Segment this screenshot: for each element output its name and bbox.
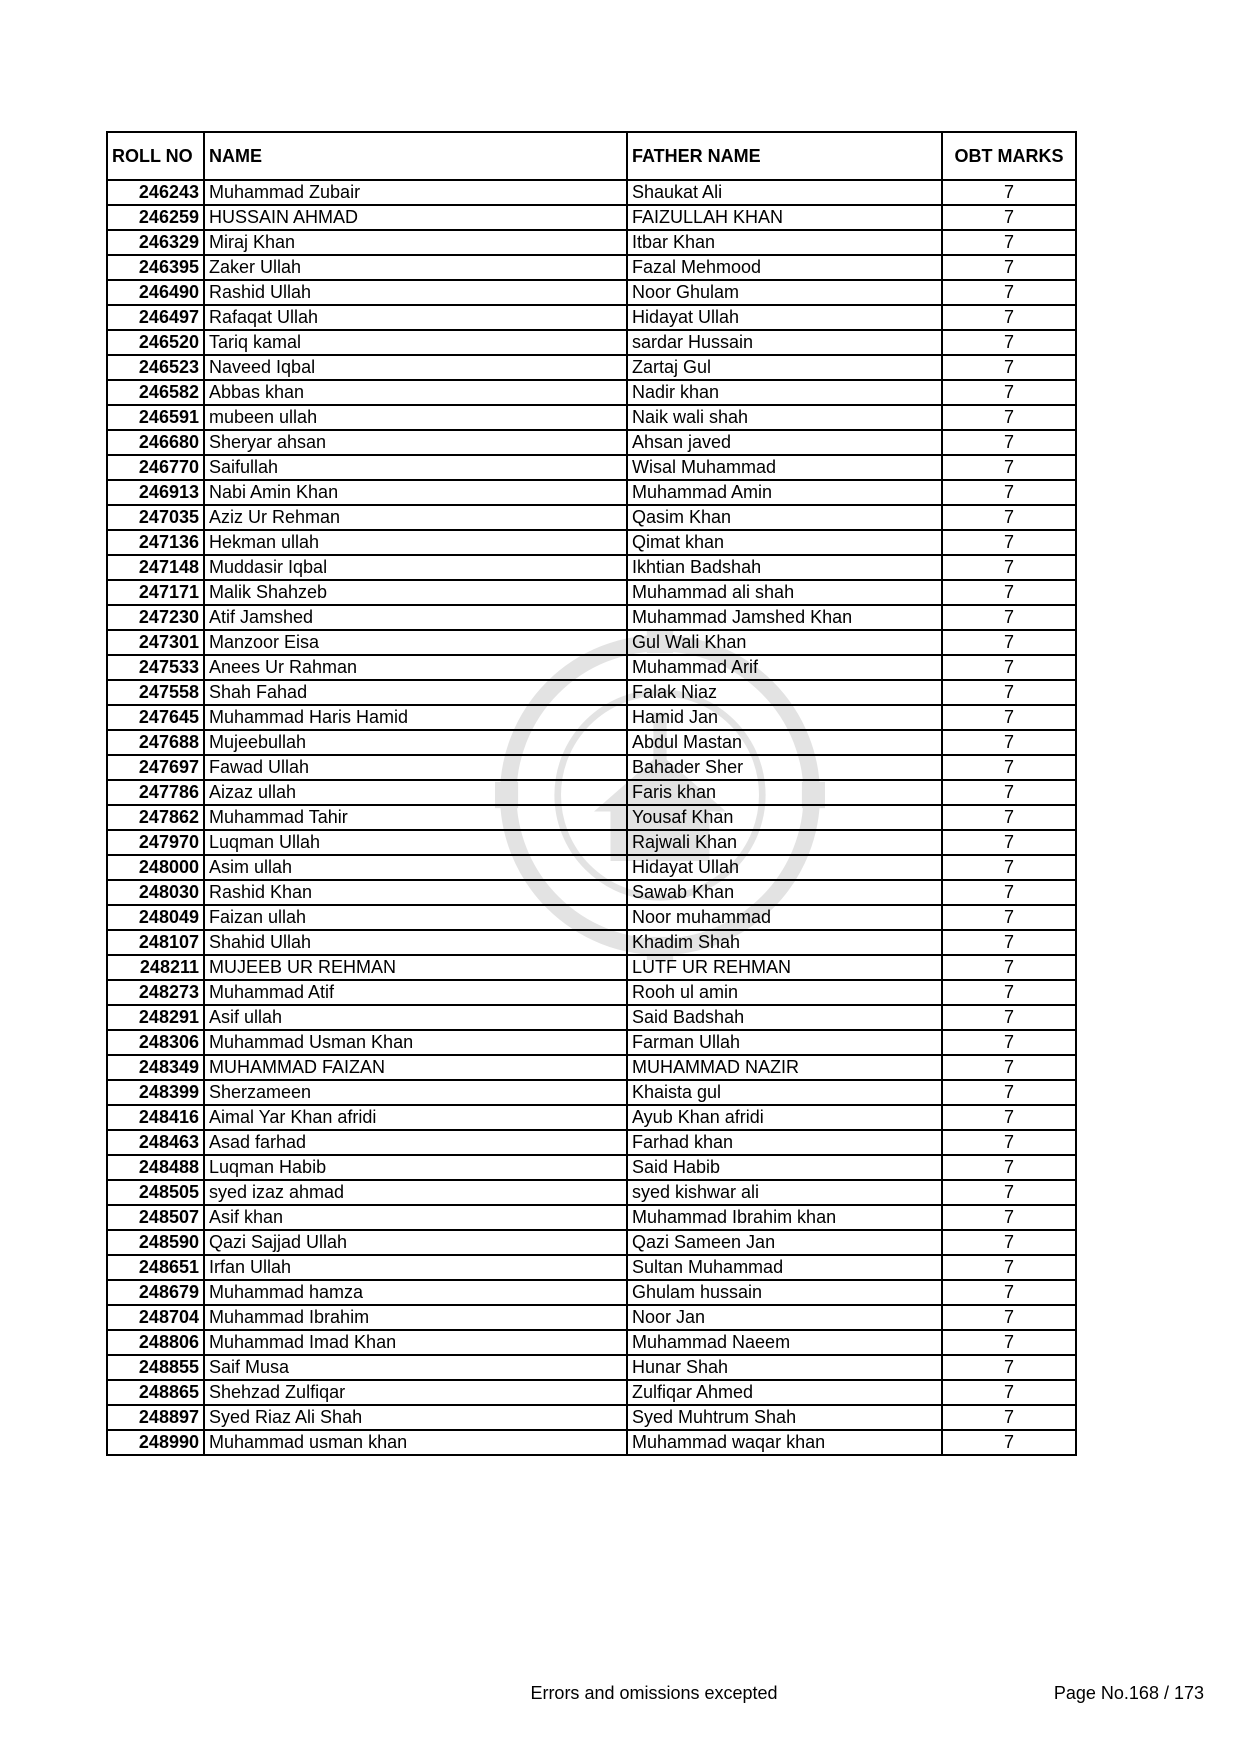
father-name-cell: Muhammad Arif [627,655,942,680]
father-name-cell: Rajwali Khan [627,830,942,855]
obt-marks-cell: 7 [942,605,1076,630]
name-cell: Faizan ullah [204,905,627,930]
roll-no-cell: 248416 [107,1105,204,1130]
father-name-cell: Rooh ul amin [627,980,942,1005]
father-name-cell: Bahader Sher [627,755,942,780]
name-cell: Aizaz ullah [204,780,627,805]
name-cell: Manzoor Eisa [204,630,627,655]
table-row [107,605,1076,630]
roll-no-cell: 247697 [107,755,204,780]
obt-marks-cell: 7 [942,755,1076,780]
name-cell: Miraj Khan [204,230,627,255]
header-name: NAME [204,132,627,180]
roll-no-cell: 247301 [107,630,204,655]
roll-no-cell: 248590 [107,1230,204,1255]
obt-marks-cell: 7 [942,1180,1076,1205]
name-cell: Malik Shahzeb [204,580,627,605]
roll-no-cell: 248306 [107,1030,204,1055]
table-row [107,1130,1076,1155]
obt-marks-cell: 7 [942,280,1076,305]
roll-no-cell: 248651 [107,1255,204,1280]
table-header-row [107,132,1076,180]
name-cell: Muhammad Zubair [204,180,627,205]
father-name-cell: Sawab Khan [627,880,942,905]
father-name-cell: Wisal Muhammad [627,455,942,480]
roll-no-cell: 246591 [107,405,204,430]
name-cell: HUSSAIN AHMAD [204,205,627,230]
obt-marks-cell: 7 [942,455,1076,480]
name-cell: Shahid Ullah [204,930,627,955]
father-name-cell: Hidayat Ullah [627,855,942,880]
obt-marks-cell: 7 [942,1430,1076,1455]
table-row [107,830,1076,855]
father-name-cell: Farman Ullah [627,1030,942,1055]
father-name-cell: Shaukat Ali [627,180,942,205]
obt-marks-cell: 7 [942,1130,1076,1155]
table-row [107,1330,1076,1355]
roll-no-cell: 247970 [107,830,204,855]
table-row [107,880,1076,905]
table-row [107,305,1076,330]
father-name-cell: Farhad khan [627,1130,942,1155]
obt-marks-cell: 7 [942,1230,1076,1255]
father-name-cell: Falak Niaz [627,680,942,705]
name-cell: Naveed Iqbal [204,355,627,380]
roll-no-cell: 248897 [107,1405,204,1430]
obt-marks-cell: 7 [942,1055,1076,1080]
name-cell: Anees Ur Rahman [204,655,627,680]
obt-marks-cell: 7 [942,505,1076,530]
table-row [107,630,1076,655]
roll-no-cell: 246497 [107,305,204,330]
obt-marks-cell: 7 [942,1405,1076,1430]
table-row [107,1205,1076,1230]
header-father-name: FATHER NAME [627,132,942,180]
obt-marks-cell: 7 [942,905,1076,930]
obt-marks-cell: 7 [942,205,1076,230]
name-cell: Rashid Khan [204,880,627,905]
obt-marks-cell: 7 [942,955,1076,980]
roll-no-cell: 246395 [107,255,204,280]
father-name-cell: Noor Jan [627,1305,942,1330]
name-cell: Saif Musa [204,1355,627,1380]
table-row [107,1180,1076,1205]
name-cell: Rashid Ullah [204,280,627,305]
father-name-cell: FAIZULLAH KHAN [627,205,942,230]
roll-no-cell: 248399 [107,1080,204,1105]
obt-marks-cell: 7 [942,430,1076,455]
table-row [107,955,1076,980]
table-row [107,1030,1076,1055]
header-roll-no: ROLL NO [107,132,204,180]
name-cell: mubeen ullah [204,405,627,430]
results-table [106,131,1077,1456]
name-cell: Fawad Ullah [204,755,627,780]
footer-note: Errors and omissions excepted [530,1683,778,1703]
father-name-cell: Ahsan javed [627,430,942,455]
name-cell: Luqman Habib [204,1155,627,1180]
roll-no-cell: 248865 [107,1380,204,1405]
roll-no-cell: 246680 [107,430,204,455]
table-row [107,230,1076,255]
header-obt-marks: OBT MARKS [942,132,1076,180]
table-row [107,1355,1076,1380]
roll-no-cell: 247862 [107,805,204,830]
name-cell: Muhammad Imad Khan [204,1330,627,1355]
roll-no-cell: 247533 [107,655,204,680]
obt-marks-cell: 7 [942,555,1076,580]
father-name-cell: Qasim Khan [627,505,942,530]
roll-no-cell: 247136 [107,530,204,555]
obt-marks-cell: 7 [942,1280,1076,1305]
roll-no-cell: 246259 [107,205,204,230]
father-name-cell: Syed Muhtrum Shah [627,1405,942,1430]
table-row [107,430,1076,455]
father-name-cell: Hidayat Ullah [627,305,942,330]
table-row [107,255,1076,280]
name-cell: Zaker Ullah [204,255,627,280]
table-row [107,1105,1076,1130]
father-name-cell: Noor muhammad [627,905,942,930]
roll-no-cell: 248505 [107,1180,204,1205]
obt-marks-cell: 7 [942,330,1076,355]
roll-no-cell: 248211 [107,955,204,980]
obt-marks-cell: 7 [942,655,1076,680]
table-row [107,1430,1076,1455]
obt-marks-cell: 7 [942,255,1076,280]
name-cell: Muhammad Tahir [204,805,627,830]
table-row [107,1280,1076,1305]
roll-no-cell: 248679 [107,1280,204,1305]
roll-no-cell: 247035 [107,505,204,530]
roll-no-cell: 248000 [107,855,204,880]
obt-marks-cell: 7 [942,230,1076,255]
table-row [107,655,1076,680]
father-name-cell: Zulfiqar Ahmed [627,1380,942,1405]
table-row [107,930,1076,955]
table-row [107,980,1076,1005]
father-name-cell: Muhammad Ibrahim khan [627,1205,942,1230]
roll-no-cell: 247171 [107,580,204,605]
name-cell: Shah Fahad [204,680,627,705]
father-name-cell: Muhammad Amin [627,480,942,505]
father-name-cell: Ghulam hussain [627,1280,942,1305]
table-row [107,905,1076,930]
roll-no-cell: 246582 [107,380,204,405]
table-row [107,855,1076,880]
obt-marks-cell: 7 [942,980,1076,1005]
obt-marks-cell: 7 [942,1080,1076,1105]
name-cell: Asad farhad [204,1130,627,1155]
obt-marks-cell: 7 [942,1205,1076,1230]
roll-no-cell: 248488 [107,1155,204,1180]
table-row [107,780,1076,805]
obt-marks-cell: 7 [942,930,1076,955]
obt-marks-cell: 7 [942,780,1076,805]
roll-no-cell: 246770 [107,455,204,480]
name-cell: Asif ullah [204,1005,627,1030]
obt-marks-cell: 7 [942,1105,1076,1130]
roll-no-cell: 248855 [107,1355,204,1380]
table-row [107,455,1076,480]
roll-no-cell: 247645 [107,705,204,730]
roll-no-cell: 248030 [107,880,204,905]
table-row [107,330,1076,355]
name-cell: Luqman Ullah [204,830,627,855]
obt-marks-cell: 7 [942,805,1076,830]
father-name-cell: Nadir khan [627,380,942,405]
father-name-cell: Muhammad ali shah [627,580,942,605]
obt-marks-cell: 7 [942,1005,1076,1030]
roll-no-cell: 246523 [107,355,204,380]
obt-marks-cell: 7 [942,1305,1076,1330]
father-name-cell: Zartaj Gul [627,355,942,380]
table-row [107,280,1076,305]
obt-marks-cell: 7 [942,630,1076,655]
father-name-cell: Faris khan [627,780,942,805]
obt-marks-cell: 7 [942,355,1076,380]
name-cell: Muhammad usman khan [204,1430,627,1455]
obt-marks-cell: 7 [942,1330,1076,1355]
roll-no-cell: 246520 [107,330,204,355]
roll-no-cell: 248273 [107,980,204,1005]
father-name-cell: Khadim Shah [627,930,942,955]
table-row [107,205,1076,230]
father-name-cell: MUHAMMAD NAZIR [627,1055,942,1080]
father-name-cell: Hamid Jan [627,705,942,730]
table-row [107,1305,1076,1330]
table-row [107,505,1076,530]
table-row [107,1255,1076,1280]
roll-no-cell: 248806 [107,1330,204,1355]
father-name-cell: Said Habib [627,1155,942,1180]
name-cell: Mujeebullah [204,730,627,755]
table-row [107,680,1076,705]
name-cell: Muhammad Usman Khan [204,1030,627,1055]
name-cell: Asif khan [204,1205,627,1230]
table-row [107,555,1076,580]
roll-no-cell: 247148 [107,555,204,580]
father-name-cell: Qimat khan [627,530,942,555]
obt-marks-cell: 7 [942,180,1076,205]
roll-no-cell: 248507 [107,1205,204,1230]
father-name-cell: Ikhtian Badshah [627,555,942,580]
father-name-cell: Said Badshah [627,1005,942,1030]
roll-no-cell: 248704 [107,1305,204,1330]
father-name-cell: syed kishwar ali [627,1180,942,1205]
father-name-cell: Fazal Mehmood [627,255,942,280]
name-cell: Asim ullah [204,855,627,880]
name-cell: Irfan Ullah [204,1255,627,1280]
roll-no-cell: 246490 [107,280,204,305]
father-name-cell: Gul Wali Khan [627,630,942,655]
name-cell: Muhammad Ibrahim [204,1305,627,1330]
obt-marks-cell: 7 [942,305,1076,330]
obt-marks-cell: 7 [942,1155,1076,1180]
name-cell: Hekman ullah [204,530,627,555]
roll-no-cell: 246913 [107,480,204,505]
roll-no-cell: 248049 [107,905,204,930]
obt-marks-cell: 7 [942,830,1076,855]
father-name-cell: Muhammad waqar khan [627,1430,942,1455]
table-row [107,1005,1076,1030]
table-row [107,380,1076,405]
name-cell: Muhammad hamza [204,1280,627,1305]
table-row [107,480,1076,505]
table-row [107,180,1076,205]
roll-no-cell: 248349 [107,1055,204,1080]
table-row [107,405,1076,430]
name-cell: Nabi Amin Khan [204,480,627,505]
roll-no-cell: 247558 [107,680,204,705]
obt-marks-cell: 7 [942,855,1076,880]
table-row [107,355,1076,380]
roll-no-cell: 247786 [107,780,204,805]
roll-no-cell: 248463 [107,1130,204,1155]
table-row [107,1230,1076,1255]
table-row [107,1080,1076,1105]
name-cell: Muhammad Atif [204,980,627,1005]
name-cell: Qazi Sajjad Ullah [204,1230,627,1255]
obt-marks-cell: 7 [942,1255,1076,1280]
table-body [107,180,1076,1455]
name-cell: Sherzameen [204,1080,627,1105]
name-cell: syed izaz ahmad [204,1180,627,1205]
table-row [107,1380,1076,1405]
obt-marks-cell: 7 [942,880,1076,905]
table-row [107,705,1076,730]
obt-marks-cell: 7 [942,405,1076,430]
name-cell: Saifullah [204,455,627,480]
obt-marks-cell: 7 [942,730,1076,755]
father-name-cell: Noor Ghulam [627,280,942,305]
father-name-cell: Yousaf Khan [627,805,942,830]
father-name-cell: sardar Hussain [627,330,942,355]
father-name-cell: LUTF UR REHMAN [627,955,942,980]
table-row [107,730,1076,755]
name-cell: MUJEEB UR REHMAN [204,955,627,980]
father-name-cell: Muhammad Jamshed Khan [627,605,942,630]
table-row [107,530,1076,555]
obt-marks-cell: 7 [942,705,1076,730]
table-row [107,755,1076,780]
father-name-cell: Sultan Muhammad [627,1255,942,1280]
roll-no-cell: 247688 [107,730,204,755]
roll-no-cell: 248291 [107,1005,204,1030]
name-cell: Shehzad Zulfiqar [204,1380,627,1405]
roll-no-cell: 246329 [107,230,204,255]
table-row [107,580,1076,605]
name-cell: Syed Riaz Ali Shah [204,1405,627,1430]
obt-marks-cell: 7 [942,680,1076,705]
table-row [107,1155,1076,1180]
obt-marks-cell: 7 [942,530,1076,555]
name-cell: Sheryar ahsan [204,430,627,455]
father-name-cell: Qazi Sameen Jan [627,1230,942,1255]
obt-marks-cell: 7 [942,1030,1076,1055]
name-cell: Aimal Yar Khan afridi [204,1105,627,1130]
father-name-cell: Muhammad Naeem [627,1330,942,1355]
name-cell: Aziz Ur Rehman [204,505,627,530]
table-row [107,1405,1076,1430]
father-name-cell: Itbar Khan [627,230,942,255]
father-name-cell: Ayub Khan afridi [627,1105,942,1130]
name-cell: MUHAMMAD FAIZAN [204,1055,627,1080]
obt-marks-cell: 7 [942,1355,1076,1380]
name-cell: Muhammad Haris Hamid [204,705,627,730]
roll-no-cell: 247230 [107,605,204,630]
obt-marks-cell: 7 [942,380,1076,405]
father-name-cell: Khaista gul [627,1080,942,1105]
table-row [107,1055,1076,1080]
name-cell: Muddasir Iqbal [204,555,627,580]
obt-marks-cell: 7 [942,1380,1076,1405]
roll-no-cell: 248107 [107,930,204,955]
name-cell: Tariq kamal [204,330,627,355]
roll-no-cell: 246243 [107,180,204,205]
name-cell: Rafaqat Ullah [204,305,627,330]
table-row [107,805,1076,830]
page-number: Page No.168 / 173 [1053,1683,1204,1703]
father-name-cell: Hunar Shah [627,1355,942,1380]
roll-no-cell: 248990 [107,1430,204,1455]
name-cell: Atif Jamshed [204,605,627,630]
obt-marks-cell: 7 [942,580,1076,605]
father-name-cell: Naik wali shah [627,405,942,430]
father-name-cell: Abdul Mastan [627,730,942,755]
obt-marks-cell: 7 [942,480,1076,505]
name-cell: Abbas khan [204,380,627,405]
